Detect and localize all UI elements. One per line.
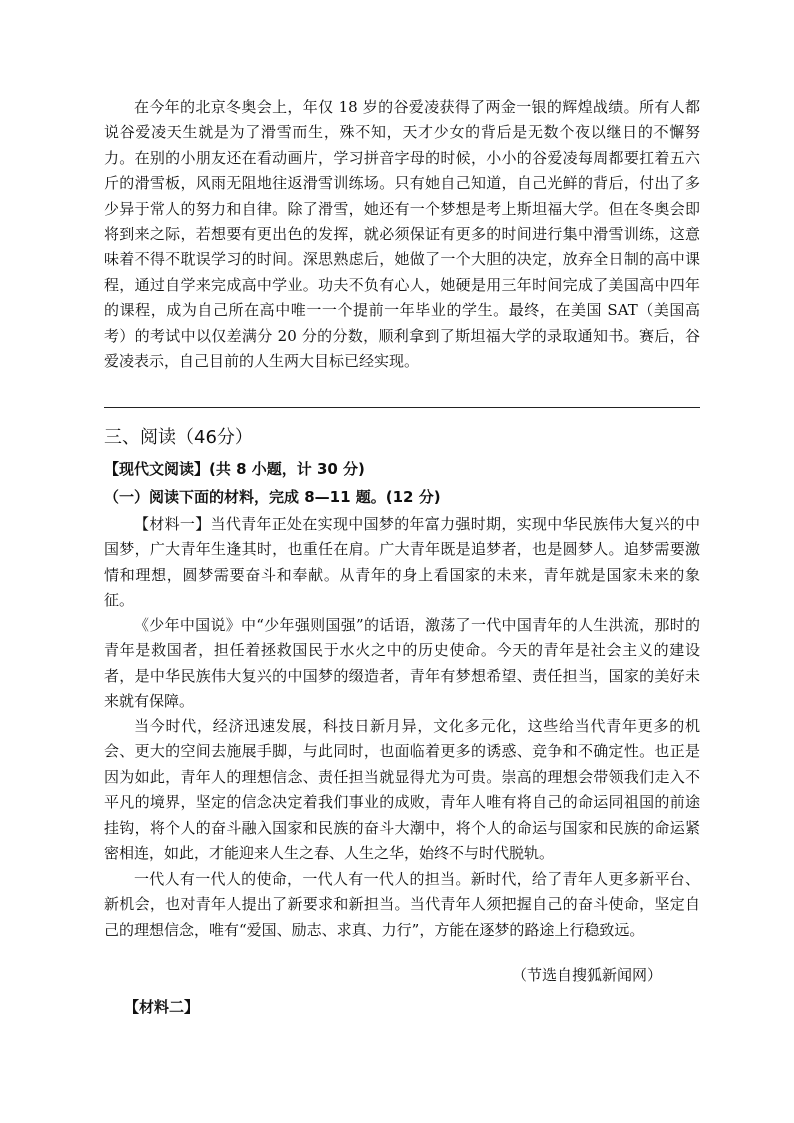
material-two-label: 【材料二】 (124, 998, 200, 1016)
material-one-paragraph-1: 【材料一】当代青年正处在实现中国梦的年富力强时期，实现中华民族伟大复兴的中国梦，广大青年生逢其时，也重任在肩。广大青年既是追梦者，也是圆梦人。追梦需要激情和理想，圆梦需要奋斗和奉献。从青年的身上看国家的未来，青年就是国家未来的象征。 (104, 515, 700, 610)
subsection-heading: 【现代文阅读】(共 8 小题，计 30 分) (104, 460, 365, 478)
section-heading: 三、阅读（46分） (104, 427, 253, 448)
question-heading: （一）阅读下面的材料，完成 8—11 题。(12 分) (104, 488, 441, 506)
material-one-paragraph-4: 一代人有一代人的使命，一代人有一代人的担当。新时代，给了青年人更多新平台、新机会，也对青年人提出了新要求和新担当。当代青年人须把握自己的奋斗使命，坚定自己的理想信念，唯有“爱国、励志、求真、力行”，方能在逐梦的路途上行稳致远。 (104, 870, 700, 939)
material-one-paragraph-2: 《少年中国说》中“少年强则国强”的话语，激荡了一代中国青年的人生洪流，那时的青年是救国者，担任着拯救国民于水火之中的历史使命。今天的青年是社会主义的建设者，是中华民族伟大复兴的中国梦的缀造者，青年有梦想希望、责任担当，国家的美好未来就有保障。 (104, 616, 700, 711)
intro-paragraph: 在今年的北京冬奥会上，年仅 18 岁的谷爱凌获得了两金一银的辉煌战绩。所有人都说谷爱凌天生就是为了滑雪而生，殊不知，天才少女的背后是无数个夜以继日的不懈努力。在别的小朋友还在看动画片，学习拼音字母的时候，小小的谷爱凌每周都要扛着五六斤的滑雪板，风雨无阻地往返滑雪训练场。只有她自己知道，自己光鲜的背后，付出了多少异于常人的努力和自律。除了滑雪，她还有一个梦想是考上斯坦福大学。但在冬奥会即将到来之际，若想要有更出色的发挥，就必须保证有更多的时间进行集中滑雪训练，这意味着不得不耽误学习的时间。深思熟虑后，她做了一个大胆的决定，放弃全日制的高中课程，通过自学来完成高中学业。功夫不负有心人，她硬是用三年时间完成了美国高中四年的课程，成为自己所在高中唯一一个提前一年毕业的学生。最终，在美国 SAT（美国高考）的考试中以仅差满分 20 分的分数，顺利拿到了斯坦福大学的录取通知书。赛后，谷爱凌表示，自己目前的人生两大目标已经实现。 (104, 98, 700, 371)
material-one-paragraph-3: 当今时代，经济迅速发展，科技日新月异，文化多元化，这些给当代青年更多的机会、更大的空间去施展手脚，与此同时，也面临着更多的诱惑、竞争和不确定性。也正是因为如此，青年人的理想信念、责任担当就显得尤为可贵。崇高的理想会带领我们走入不平凡的境界，坚定的信念决定着我们事业的成败，青年人唯有将自己的命运同祖国的前途挂钩，将个人的奋斗融入国家和民族的奋斗大潮中，将个人的命运与国家和民族的命运紧密相连，如此，才能迎来人生之春、人生之华，始终不与时代脱轨。 (104, 717, 700, 863)
source-citation: （节选自搜狐新闻网） (511, 966, 662, 984)
section-divider (104, 407, 700, 408)
